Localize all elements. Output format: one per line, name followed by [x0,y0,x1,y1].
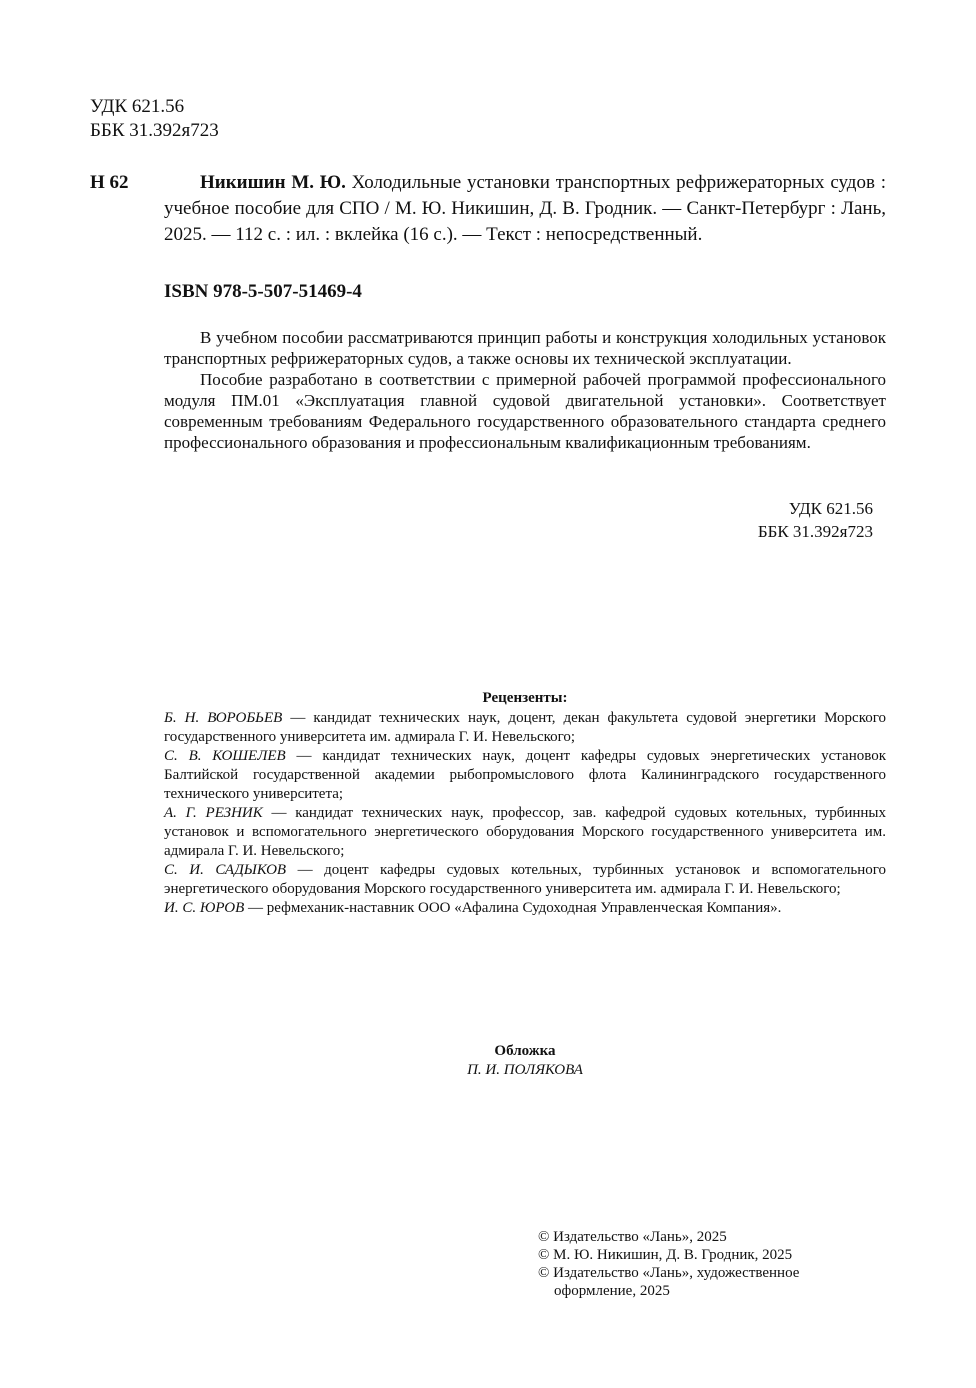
cover-designer: П. И. ПОЛЯКОВА [467,1062,583,1078]
reviewers-heading: Рецензенты: [482,690,568,706]
bbk-code-repeat: ББК 31.392я723 [757,522,873,541]
reviewer-name: А. Г. РЕЗНИК [164,805,263,821]
biblio-description: Холодильные установки транспортных рефрижераторных судов : учебное пособие для СПО / М. Ю. Никишин, Д. В. Гродник. — Санкт-Петербург : Лань, 2025. — 112 с. : ил. : вклейка (16 с.). — Текст : непосредственный. [164,172,886,245]
reviewer-entry [164,804,886,861]
bbk-code: ББК 31.392я723 [90,120,219,141]
classification-footer [600,497,873,543]
reviewer-name: Б. Н. ВОРОБЬЕВ [164,710,283,726]
abstract-paragraph-2: Пособие разработано в соответствии с примерной рабочей программой профессионального модуля ПМ.01 «Эксплуатация главной судовой двигательной установки». Соответствует современным требованиям Федерального государственного образовательного стандарта среднего профессионального образования и профессиональным квалификационным требованиям. [164,370,886,452]
abstract-paragraph-1: В учебном пособии рассматриваются принцип работы и конструкция холодильных установок транспортных рефрижераторных судов, а также основы их технической эксплуатации. [164,328,886,368]
copyright-line: © Издательство «Лань», художественное [538,1265,800,1281]
copyright-block [538,1228,868,1300]
reviewer-entry [164,747,886,804]
biblio-author: Никишин М. Ю. [200,172,346,193]
reviewer-name: С. И. САДЫКОВ [164,862,287,878]
classification-header [90,95,219,143]
copyright-line: © М. Ю. Никишин, Д. В. Гродник, 2025 [538,1247,793,1263]
author-mark: Н 62 [90,172,129,193]
reviewer-description: — кандидат технических наук, доцент кафедры судовых энергетических установок Балтийской государственной академии рыбопромыслового флота Калининградского государственного технического университета; [164,748,886,802]
reviewer-description: — доцент кафедры судовых котельных, турбинных установок и вспомогательного энергетического оборудования Морского государственного университета им. адмирала Г. И. Невельского; [164,862,886,897]
udk-code: УДК 621.56 [90,96,185,117]
cover-label: Обложка [494,1043,556,1059]
reviewer-name: С. В. КОШЕЛЕВ [164,748,286,764]
bibliographic-record [164,170,886,248]
reviewer-description: — кандидат технических наук, доцент, декан факультета судовой энергетики Морского государственного университета им. адмирала Г. И. Невельского; [164,710,886,745]
reviewer-name: И. С. ЮРОВ [164,900,245,916]
copyright-line: оформление, 2025 [554,1283,670,1299]
isbn: ISBN 978-5-507-51469-4 [164,281,362,302]
copyright-line: © Издательство «Лань», 2025 [538,1229,727,1245]
reviewers-section [164,689,886,918]
reviewer-entry [164,709,886,747]
abstract [164,327,886,453]
reviewer-entry [164,899,886,918]
udk-code-repeat: УДК 621.56 [788,499,873,518]
cover-credit [164,1042,886,1080]
reviewer-entry [164,861,886,899]
reviewer-description: — рефмеханик-наставник ООО «Афалина Судоходная Управленческая Компания». [244,900,782,916]
reviewer-description: — кандидат технических наук, профессор, зав. кафедрой судовых котельных, турбинных установок и вспомогательного энергетического оборудования Морского государственного университета им. адмирала Г. И. Невельского; [164,805,887,859]
